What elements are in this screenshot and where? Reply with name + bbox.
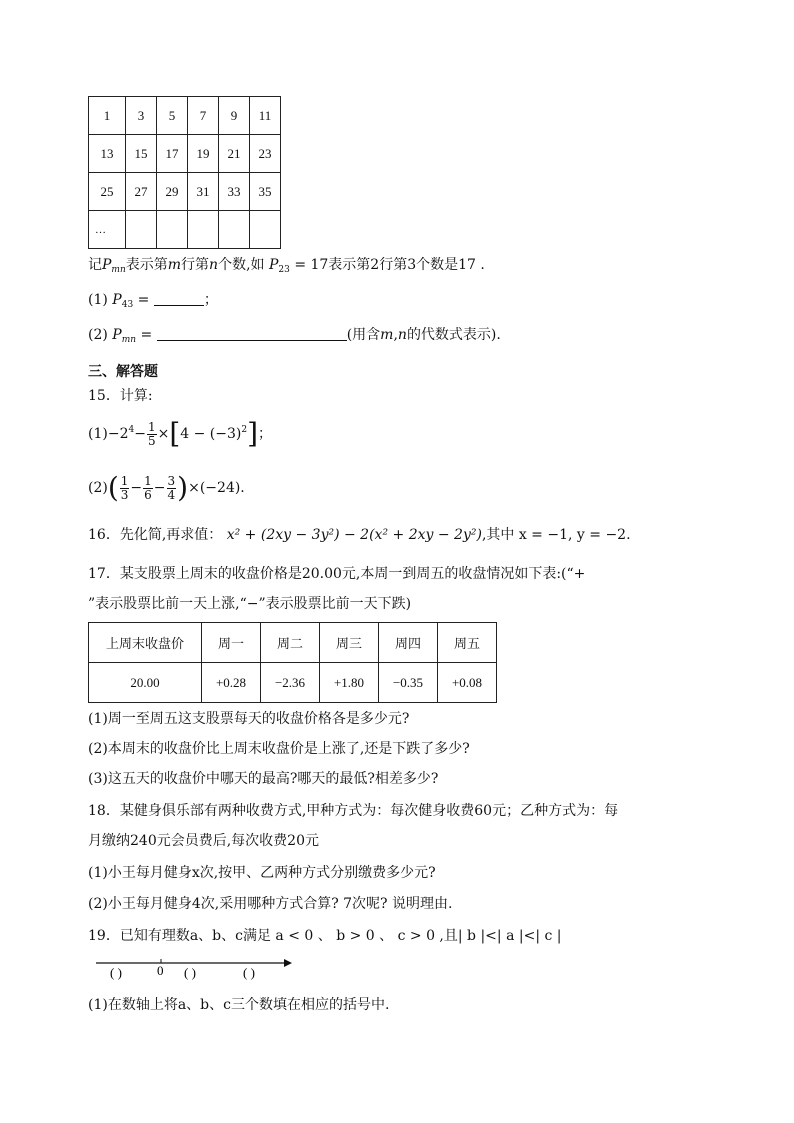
problem-15-part-a — [88, 412, 272, 448]
problem-17-line-1: 17．某支股票上周末的收盘价格是20.00元,本周一到周五的收盘情况如下表:(“+ — [88, 566, 586, 582]
p15b-minus1: − — [130, 480, 143, 496]
p16-condition: ,其中 x = −1, y = −2. — [481, 527, 631, 543]
p15b-num1: 1 — [120, 473, 129, 488]
q2-sub: mn — [121, 335, 137, 345]
p16-expression: x² + (2xy − 3y²) − 2(x² + 2xy − 2y²) — [226, 527, 482, 543]
p15a-label: (1) — [88, 426, 108, 442]
intro-sub-23: 23 — [278, 265, 290, 275]
stock-header-cell: 上周末收盘价 — [89, 623, 202, 663]
intro-p-subscript: mn — [111, 265, 126, 275]
q1-eq: = — [137, 292, 150, 308]
p15a-rbrack: ] — [247, 417, 259, 450]
q1-end: ； — [203, 292, 218, 308]
p15a-lbrack: [ — [169, 417, 181, 450]
grid-cell — [157, 211, 188, 249]
p15a-end: ； — [258, 426, 273, 442]
grid-cell: 15 — [126, 135, 157, 173]
q1-sub: 43 — [121, 300, 134, 310]
fill-question-2 — [88, 324, 501, 345]
q2-n: n — [397, 327, 407, 343]
intro-line — [88, 254, 485, 275]
problem-19-line-1: 19．已知有理数a、b、c满足 a < 0 、 b > 0 、 c > 0 ,且| b |<| a |<| c | — [88, 928, 562, 944]
stock-header-cell: 周四 — [379, 623, 438, 663]
axis-label-origin: 0 — [157, 963, 164, 978]
stock-value-cell: +1.80 — [320, 663, 379, 703]
p15b-label: (2) — [88, 480, 108, 496]
q2-end2: 的代数式表示). — [406, 327, 501, 343]
grid-cell: 35 — [250, 173, 281, 211]
number-line-arrow — [284, 959, 292, 967]
grid-cell: 9 — [219, 97, 250, 135]
section-title: 三、解答题 — [88, 364, 158, 380]
intro-p-symbol: P — [102, 257, 112, 273]
axis-label-3: ( ) — [243, 965, 255, 980]
problem-17-q2: (2)本周末的收盘价比上周末收盘价是上涨了,还是下跌了多少? — [88, 741, 470, 757]
axis-label-1: ( ) — [110, 965, 122, 980]
problem-17-q1: (1)周一至周五这支股票每天的收盘价格各是多少元? — [88, 711, 410, 727]
problem-17-q3: (3)这五天的收盘价中哪天的最高?哪天的最低?相差多少? — [88, 771, 439, 787]
p15b-frac-1 — [120, 475, 130, 502]
stock-value-cell: +0.08 — [438, 663, 497, 703]
intro-m: m — [167, 257, 182, 273]
stock-header-cell: 周二 — [261, 623, 320, 663]
grid-row — [89, 211, 281, 249]
stock-header-cell: 周五 — [438, 623, 497, 663]
grid-cell: 11 — [250, 97, 281, 135]
p15a-minus: − — [134, 426, 146, 442]
problem-15-title: 15．计算: — [88, 388, 153, 404]
q2-m: m — [380, 327, 394, 343]
q2-p: P — [112, 327, 122, 343]
grid-row — [89, 135, 281, 173]
number-line — [88, 955, 298, 983]
q2-comma: , — [393, 327, 398, 343]
p15b-minus2: − — [153, 480, 166, 496]
stock-table — [88, 622, 497, 703]
stock-value-cell: 20.00 — [89, 663, 202, 703]
p15b-den2: 6 — [144, 487, 152, 502]
intro-n: n — [209, 257, 219, 273]
problem-17-line-2: ”表示股票比前一天上涨,“−”表示股票比前一天下跌) — [88, 596, 412, 612]
q2-label: (2) — [88, 327, 108, 343]
q2-end: (用含 — [346, 327, 381, 343]
number-grid-table — [88, 96, 281, 249]
problem-16 — [88, 524, 631, 544]
p15b-den3: 4 — [167, 487, 176, 502]
p15b-rparen: ) — [177, 471, 189, 504]
q1-p: P — [112, 292, 122, 308]
problem-18-q2: (2)小王每月健身4次,采用哪种方式合算? 7次呢? 说明理由. — [88, 896, 453, 912]
grid-cell: … — [89, 211, 126, 249]
problem-18-line-1: 18．某健身俱乐部有两种收费方式,甲种方式为：每次健身收费60元；乙种方式为：每 — [88, 803, 619, 819]
axis-label-2: ( ) — [184, 965, 196, 980]
intro-text-1: 表示第 — [125, 257, 168, 273]
grid-cell: 7 — [188, 97, 219, 135]
grid-cell: 21 — [219, 135, 250, 173]
p15a-term: −2 — [107, 426, 129, 442]
grid-cell: 17 — [157, 135, 188, 173]
p15b-frac-2 — [143, 475, 153, 502]
stock-header-row — [89, 623, 497, 663]
q2-eq: = — [140, 327, 153, 343]
p15a-den: 5 — [147, 433, 156, 448]
p15b-num2: 1 — [144, 473, 152, 488]
grid-cell: 33 — [219, 173, 250, 211]
problem-18-line-2: 月缴纳240元会员费后,每次收费20元 — [88, 833, 319, 849]
grid-row — [89, 173, 281, 211]
grid-cell: 29 — [157, 173, 188, 211]
p15a-fraction — [147, 421, 157, 448]
grid-row — [89, 97, 281, 135]
problem-19-q1: (1)在数轴上将a、b、c三个数填在相应的括号中. — [88, 997, 390, 1013]
q1-label: (1) — [88, 292, 108, 308]
grid-cell: 19 — [188, 135, 219, 173]
p15b-num3: 3 — [167, 473, 176, 488]
q1-answer-blank[interactable] — [154, 293, 204, 306]
p15a-num: 1 — [147, 419, 156, 434]
grid-cell: 1 — [89, 97, 126, 135]
p15b-end: ×(−24). — [188, 480, 245, 496]
stock-value-row — [89, 663, 497, 703]
grid-cell: 31 — [188, 173, 219, 211]
grid-cell: 3 — [126, 97, 157, 135]
intro-p-example: P — [268, 257, 279, 273]
grid-cell — [219, 211, 250, 249]
intro-prefix: 记 — [88, 257, 102, 273]
p15b-den1: 3 — [120, 487, 129, 502]
stock-value-cell: −0.35 — [379, 663, 438, 703]
problem-15-part-b — [88, 470, 245, 506]
stock-value-cell: −2.36 — [261, 663, 320, 703]
stock-header-cell: 周三 — [320, 623, 379, 663]
intro-text-2: 行第 — [181, 257, 210, 273]
grid-cell: 23 — [250, 135, 281, 173]
grid-cell — [250, 211, 281, 249]
stock-value-cell: +0.28 — [202, 663, 261, 703]
p15a-times: × — [157, 426, 170, 442]
stock-header-cell: 周一 — [202, 623, 261, 663]
p15b-lparen: ( — [107, 471, 119, 504]
grid-cell — [126, 211, 157, 249]
grid-cell: 13 — [89, 135, 126, 173]
p15b-frac-3 — [167, 475, 177, 502]
grid-cell: 25 — [89, 173, 126, 211]
grid-cell: 5 — [157, 97, 188, 135]
intro-text-4: = 17表示第2行第3个数是17 . — [294, 257, 485, 273]
p15a-inner: 4 − (−3) — [180, 426, 242, 442]
grid-cell: 27 — [126, 173, 157, 211]
grid-cell — [188, 211, 219, 249]
p16-text: 16．先化简,再求值： — [88, 527, 223, 543]
intro-text-3: 个数,如 — [218, 257, 265, 273]
q2-answer-blank[interactable] — [157, 328, 347, 341]
p15a-exp: 4 — [128, 425, 135, 435]
fill-question-1 — [88, 289, 218, 310]
problem-18-q1: (1)小王每月健身x次,按甲、乙两种方式分别缴费多少元? — [88, 865, 436, 881]
p15a-exp2: 2 — [241, 425, 248, 435]
